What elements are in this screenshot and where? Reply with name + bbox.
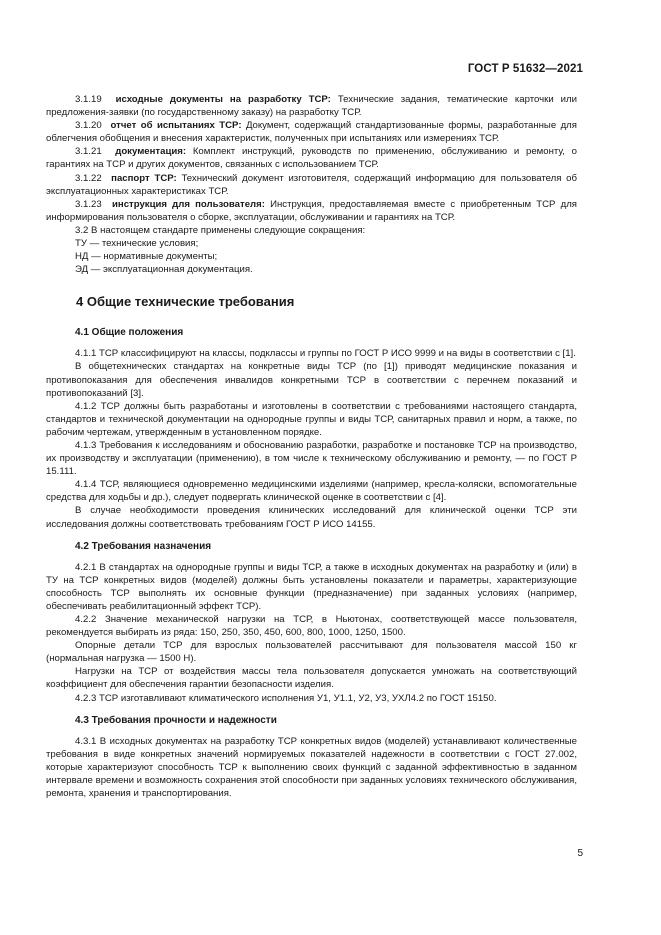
abbreviation-item: ТУ — технические условия;: [75, 238, 199, 250]
clause-number: 3.1.19: [75, 94, 102, 105]
abbreviation-item: НД — нормативные документы;: [75, 251, 218, 263]
defined-term: отчет об испытаниях ТСР:: [110, 120, 242, 132]
paragraph: 4.1.2 ТСР должны быть разработаны и изготовлены в соответствии с требованиями настоящего стандарта, стандартов и технической документации на однородные группы и виды ТСР, санитарных правил и норм, а также, по рабочим чертежам, утвержденным в установленном порядке.: [46, 400, 577, 438]
definition-3-1-22: [46, 172, 577, 198]
subsection-4-1-heading: 4.1 Общие положения: [75, 327, 184, 339]
section-4-heading: 4 Общие технические требования: [76, 294, 295, 310]
clause-number: 3.1.23: [75, 198, 102, 210]
paragraph: В общетехнических стандартах на конкретные виды ТСР (по [1]) приводят медицинские показания и противопоказания для обеспечения инвалидов конкретными ТСР в соответствии с перечнем показаний и противопоказаний [3].: [46, 361, 577, 399]
page-number: 5: [577, 848, 583, 859]
paragraph: 4.3.1 В исходных документах на разработку ТСР конкретных видов (моделей) устанавливают количественные требования в виде конкретных значений нормируемых показателей надежности в соответствии с ГОСТ 27.002, которые характеризуют способность ТСР к выполнению своих функций с заданной эффективностью в заданном интервале времени и возможность сохранения этой способности при заданных условиях технического обслуживания, ремонта, хранения и транспортирования.: [46, 735, 577, 800]
defined-term: инструкция для пользователя:: [112, 198, 265, 210]
defined-term: документация:: [115, 146, 187, 158]
paragraph: Опорные детали ТСР для взрослых пользователей рассчитывают для пользователя массой 150 кг (нормальная нагрузка — 1500 Н).: [46, 640, 577, 665]
subsection-4-3-heading: 4.3 Требования прочности и надежности: [75, 714, 277, 726]
paragraph: 4.1.1 ТСР классифицируют на классы, подклассы и группы по ГОСТ Р ИСО 9999 и на виды в соответствии с [1].: [75, 348, 576, 360]
paragraph: 4.1.3 Требования к исследованиям и обоснованию разработки, разработке и постановке ТСР на производство, их производству и эксплуатации (применению), в том числе к техническому обслуживанию и ремонту, — по ГОСТ Р 15.111.: [46, 439, 577, 478]
clause-number: 3.1.21: [75, 146, 102, 158]
definition-3-1-21: [46, 145, 577, 171]
defined-term: исходные документы на разработку ТСР:: [115, 94, 331, 105]
definition-3-1-23: [46, 198, 577, 224]
definition-text: Технические задания, тематические карточки или предложения-заявки (по государственному заказу) на разработку ТСР.: [46, 94, 577, 119]
definition-text: Технический документ изготовителя, содержащий информацию для пользователя об эксплуатационных характеристиках ТСР.: [46, 172, 577, 197]
paragraph: 4.2.3 ТСР изготавливают климатического исполнения У1, У1.1, У2, У3, УХЛ4.2 по ГОСТ 15150.: [75, 692, 497, 704]
definition-3-1-20: [46, 119, 577, 145]
clause-number: 3.1.20: [75, 120, 102, 132]
paragraph: Нагрузки на ТСР от воздействия массы тела пользователя допускается умножать на соответствующий коэффициент для обеспечения гарантии безопасности изделия.: [46, 666, 577, 691]
paragraph: 4.1.4 ТСР, являющиеся одновременно медицинскими изделиями (например, кресла-коляски, вспомогательные средства для ходьбы и др.), следует подвергать клинической оценке в соответствии с [4].: [46, 479, 577, 504]
subsection-4-2-heading: 4.2 Требования назначения: [75, 540, 212, 552]
paragraph: В случае необходимости проведения клинических исследований для клинической оценки ТСР эти исследования должны соответствовать требованиям ГОСТ Р ИСО 14155.: [46, 505, 577, 530]
definition-text: Инструкция, предоставляемая вместе с приобретенным ТСР для информирования пользователя о сборке, эксплуатации, обслуживании и гарантиях на ТСР.: [46, 198, 578, 223]
definition-text: Документ, содержащий стандартизованные формы, разработанные для облегчения обобщения и внесения характеристик, полученных при испытаниях или измерениях ТСР.: [46, 120, 577, 145]
definition-text: Комплект инструкций, руководств по применению, обслуживанию и ремонту, о гарантиях на ТСР и других документов, связанных с использованием ТСР.: [46, 146, 577, 171]
defined-term: паспорт ТСР:: [111, 172, 177, 184]
document-body: [46, 93, 577, 800]
abbreviation-item: ЭД — эксплуатационная документация.: [75, 264, 253, 276]
abbreviations-intro: 3.2 В настоящем стандарте применены следующие сокращения:: [75, 224, 366, 236]
standard-header: ГОСТ Р 51632—2021: [467, 63, 583, 75]
paragraph: 4.2.2 Значение механической нагрузки на ТСР, в Ньютонах, соответствующей массе пользователя, рекомендуется выбирать из ряда: 150, 250, 350, 450, 600, 800, 1000, 1250, 1500.: [46, 614, 577, 639]
paragraph: 4.2.1 В стандартах на однородные группы и виды ТСР, а также в исходных документах на разработку и (или) в ТУ на ТСР конкретных видов (моделей) должны быть установлены показатели и параметры, характеризующие способность ТСР выполнять их основные функции (предназначение) при заданных условиях (например, обеспечивать реабилитационный эффект ТСР).: [46, 561, 577, 612]
definition-3-1-19: [46, 93, 577, 119]
clause-number: 3.1.22: [75, 172, 102, 184]
